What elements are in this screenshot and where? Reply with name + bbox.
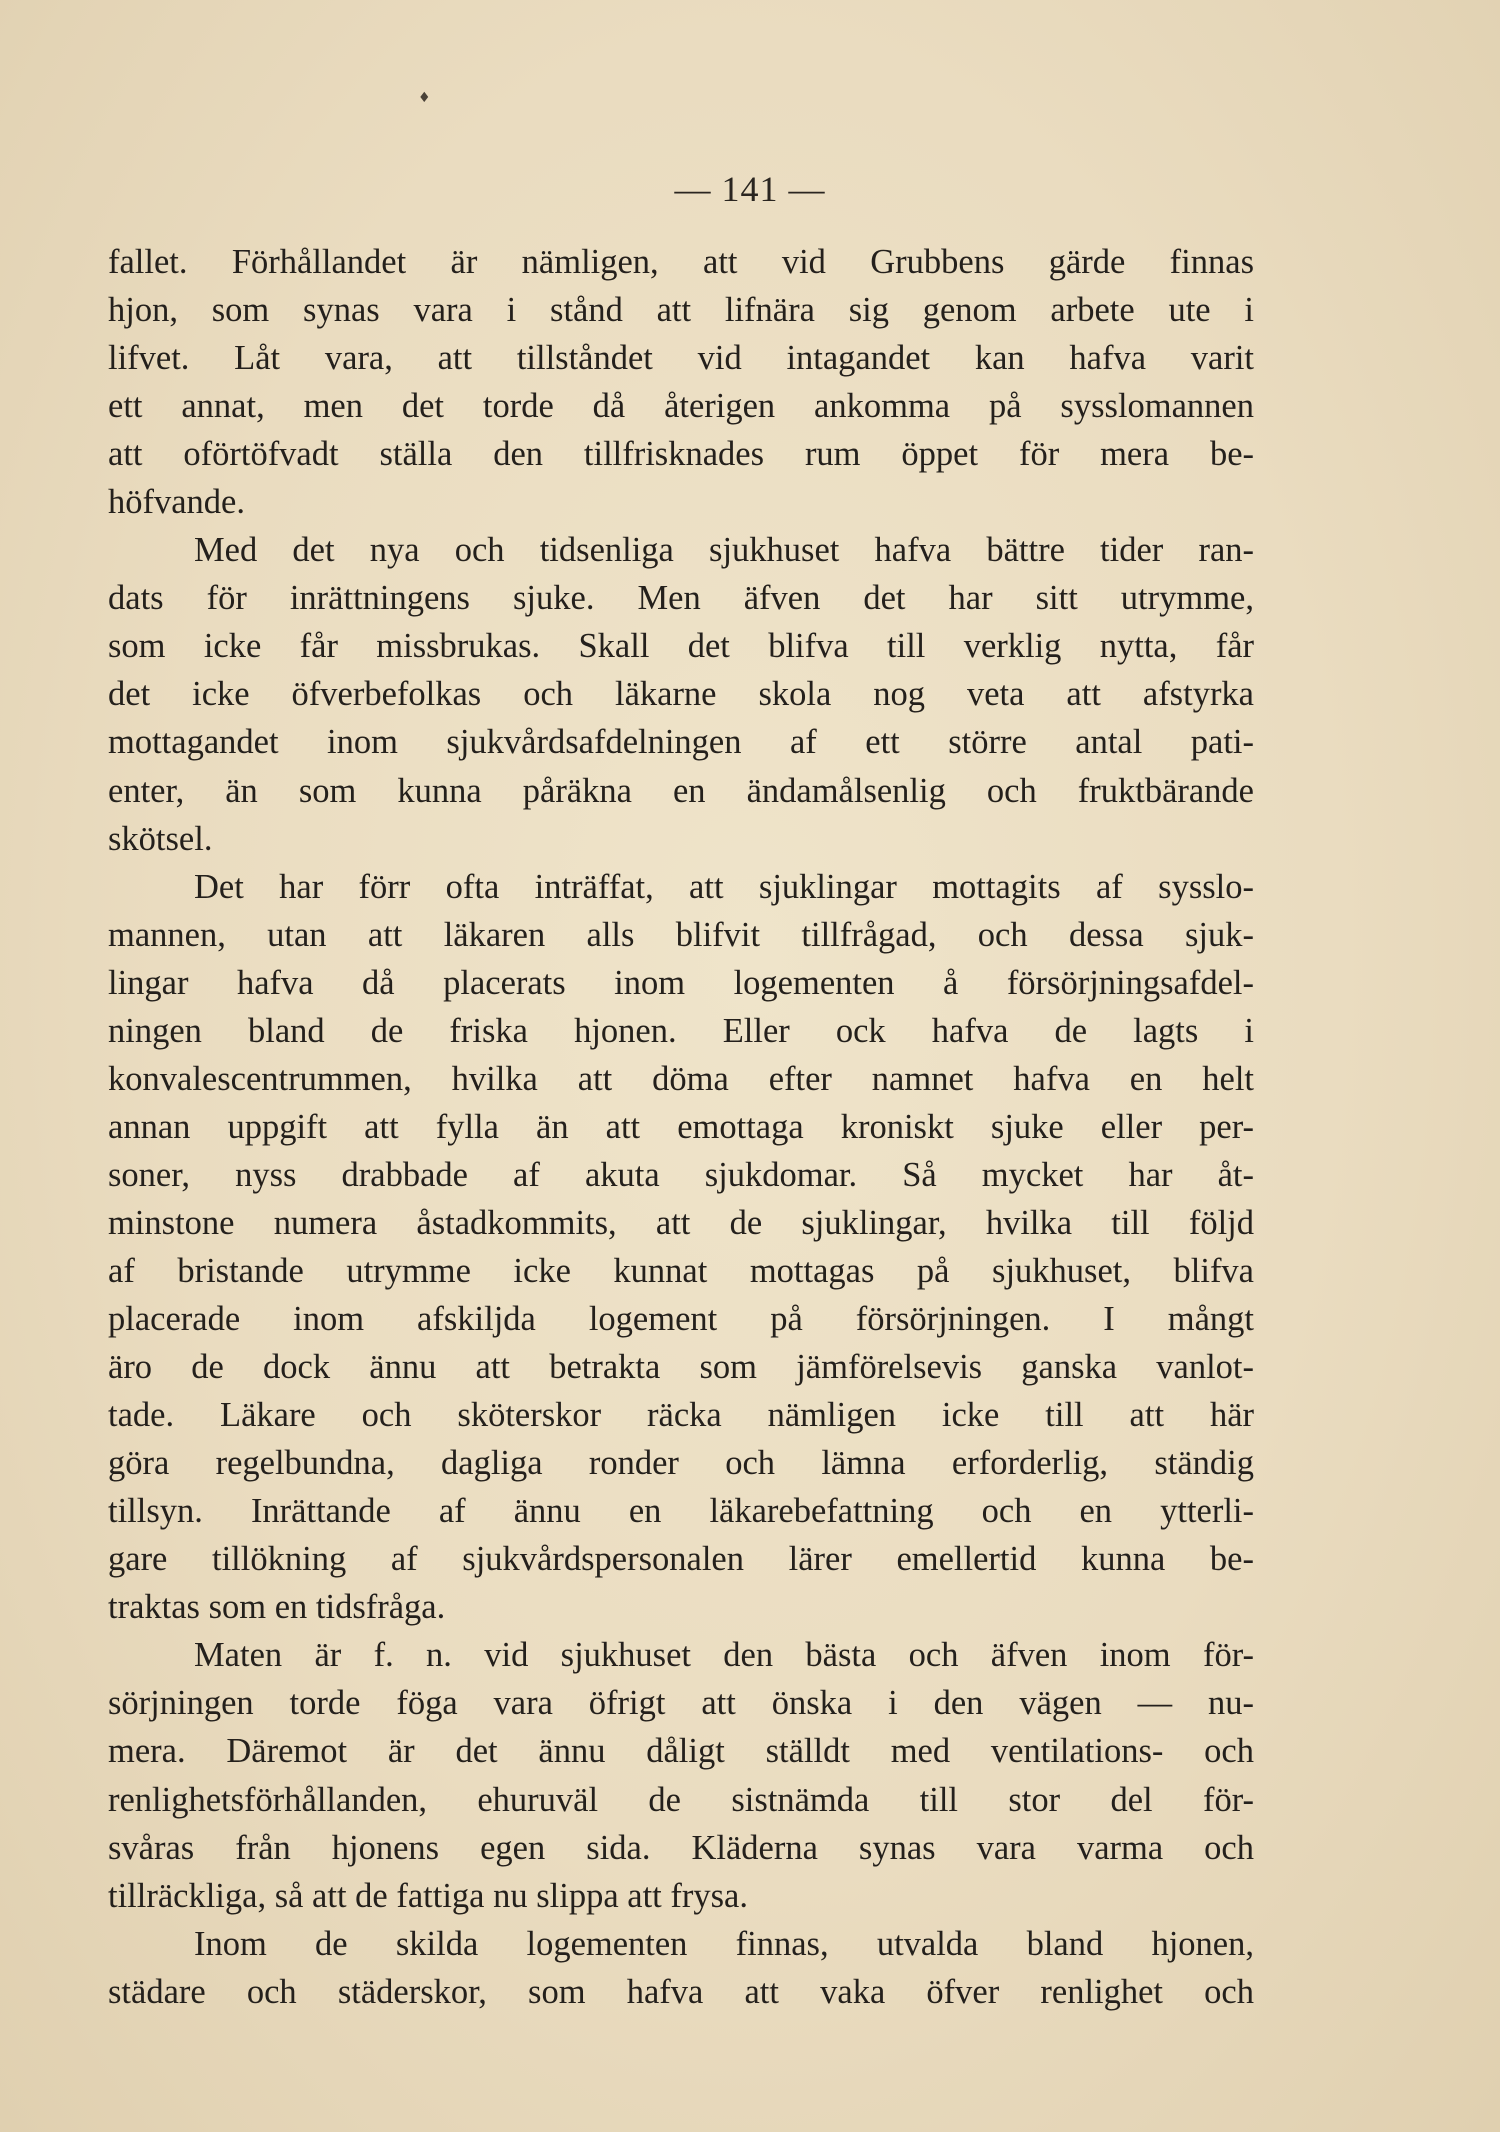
text-line: sörjningen torde föga vara öfrigt att önska i den vägen — nu- — [108, 1684, 1254, 1723]
text-line: lifvet. Låt vara, att tillståndet vid intagandet kan hafva varit — [108, 339, 1254, 378]
text-line: svåras från hjonens egen sida. Kläderna synas vara varma och — [108, 1828, 1254, 1867]
text-line: fallet. Förhållandet är nämligen, att vid Grubbens gärde finnas — [108, 243, 1254, 281]
text-line: traktas som en tidsfråga. — [108, 1588, 446, 1627]
text-line: gare tillökning af sjukvårdspersonalen lärer emellertid kunna be- — [108, 1540, 1254, 1579]
printer-mark: ♦ — [418, 90, 431, 106]
text-line: dats för inrättningens sjuke. Men äfven det har sitt utrymme, — [108, 579, 1254, 618]
text-line: mera. Däremot är det ännu dåligt ställdt med ventilations- och — [108, 1732, 1254, 1771]
text-line: äro de dock ännu att betrakta som jämförelsevis ganska vanlot- — [108, 1348, 1254, 1387]
text-line: ett annat, men det torde då återigen ankomma på sysslomannen — [108, 387, 1254, 426]
text-line: af bristande utrymme icke kunnat mottagas på sjukhuset, blifva — [108, 1251, 1254, 1290]
text-line: Maten är f. n. vid sjukhuset den bästa och äfven inom för- — [194, 1636, 1254, 1675]
text-line: att oförtöfvadt ställa den tillfrisknades rum öppet för mera be- — [108, 435, 1254, 474]
text-line: soner, nyss drabbade af akuta sjukdomar. Så mycket har åt- — [108, 1155, 1254, 1194]
text-line: ningen bland de friska hjonen. Eller ock hafva de lagts i — [108, 1011, 1254, 1050]
text-line: Det har förr ofta inträffat, att sjuklingar mottagits af sysslo- — [194, 867, 1254, 906]
text-line: som icke får missbrukas. Skall det blifva till verklig nytta, får — [108, 627, 1254, 666]
text-line: placerade inom afskiljda logement på försörjningen. I mångt — [108, 1300, 1254, 1339]
text-line: tillräckliga, så att de fattiga nu slippa att frysa. — [108, 1876, 748, 1915]
text-line: höfvande. — [108, 483, 245, 522]
text-line: Inom de skilda logementen finnas, utvalda bland hjonen, — [194, 1924, 1254, 1963]
text-line: enter, än som kunna påräkna en ändamålsenlig och fruktbärande — [108, 771, 1254, 810]
text-line: det icke öfverbefolkas och läkarne skola nog veta att afstyrka — [108, 675, 1254, 714]
text-line: mannen, utan att läkaren alls blifvit tillfrågad, och dessa sjuk- — [108, 915, 1254, 954]
text-line: Med det nya och tidsenliga sjukhuset hafva bättre tider ran- — [194, 531, 1254, 570]
text-line: renlighetsförhållanden, ehuruväl de sistnämda till stor del för- — [108, 1780, 1254, 1819]
text-line: hjon, som synas vara i stånd att lifnära sig genom arbete ute i — [108, 291, 1254, 330]
text-line: lingar hafva då placerats inom logementen å försörjningsafdel- — [108, 963, 1254, 1002]
text-line: skötsel. — [108, 819, 213, 858]
text-line: städare och städerskor, som hafva att vaka öfver renlighet och — [108, 1972, 1254, 2011]
text-line: minstone numera åstadkommits, att de sjuklingar, hvilka till följd — [108, 1203, 1254, 1242]
page-number: — 141 — — [674, 169, 826, 209]
text-line: annan uppgift att fylla än att emottaga kroniskt sjuke eller per- — [108, 1107, 1254, 1146]
text-line: konvalescentrummen, hvilka att döma efter namnet hafva en helt — [108, 1059, 1254, 1098]
text-line: tillsyn. Inrättande af ännu en läkarebefattning och en ytterli- — [108, 1492, 1254, 1531]
text-line: mottagandet inom sjukvårdsafdelningen af ett större antal pati- — [108, 723, 1254, 762]
text-line: tade. Läkare och sköterskor räcka nämligen icke till att här — [108, 1396, 1254, 1435]
body-text — [108, 238, 1254, 2016]
text-line: göra regelbundna, dagliga ronder och lämna erforderlig, ständig — [108, 1444, 1254, 1483]
